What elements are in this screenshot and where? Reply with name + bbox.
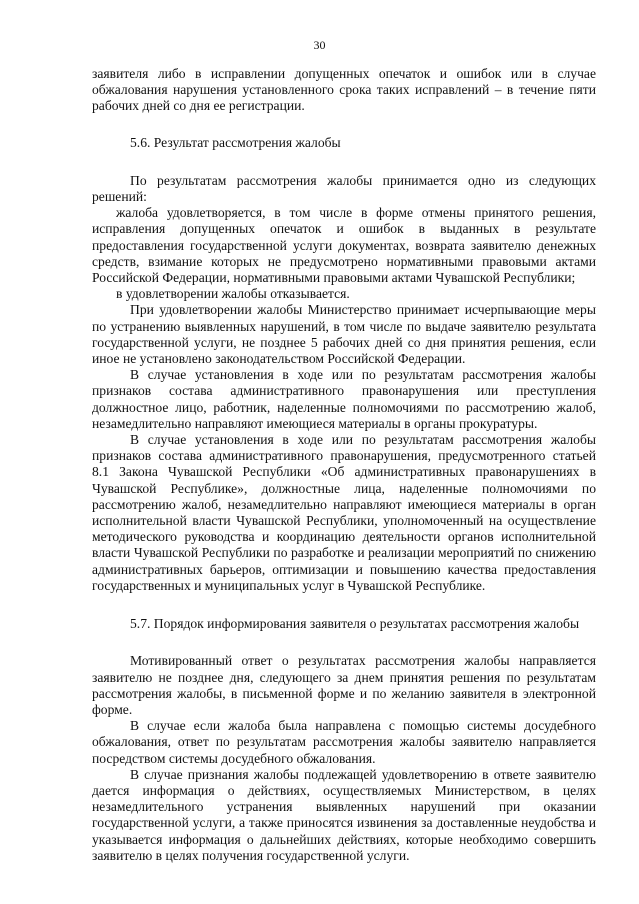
document-body <box>92 66 596 864</box>
page-number: 30 <box>313 38 326 52</box>
paragraph: При удовлетворении жалобы Министерство принимает исчерпывающие меры по устранению выявленных нарушений, в том числе по выдаче заявителю результата государственной услуги, не позднее 5 рабочих дней со дня принятия решения, если иное не установлено законодательством Российской Федерации. <box>92 302 596 367</box>
paragraph: В случае установления в ходе или по результатам рассмотрения жалобы признаков состава административного правонарушения или преступления должностное лицо, работник, наделенные полномочиями по рассмотрению жалоб, незамедлительно направляют имеющиеся материалы в органы прокуратуры. <box>92 367 596 431</box>
paragraph: В случае установления в ходе или по результатам рассмотрения жалобы признаков состава административного правонарушения, предусмотренного статьей 8.1 Закона Чувашской Республики «Об административных правонарушениях в Чувашской Республике», должностные лица, наделенные полномочиями по рассмотрению жалоб, незамедлительно направляют имеющиеся материалы в орган исполнительной власти Чувашской Республики, уполномоченный на осуществление методического руководства и координацию деятельности органов исполнительной власти Чувашской Республики по разработке и реализации мероприятий по снижению административных барьеров, оптимизации и повышению качества предоставления государственных и муниципальных услуг в Чувашской Республике. <box>92 432 596 593</box>
paragraph: В случае если жалоба была направлена с помощью системы досудебного обжалования, ответ по результатам рассмотрения жалобы заявителю направляется посредством системы досудебного обжалования. <box>92 718 596 766</box>
paragraph: По результатам рассмотрения жалобы принимается одно из следующих решений: <box>92 172 596 205</box>
paragraph: В случае признания жалобы подлежащей удовлетворению в ответе заявителю дается информация о действиях, осуществляемых Министерством, в целях незамедлительного устранения выявленных нарушений при оказании государственной услуги, а также приносятся извинения за доставленные неудобства и указывается информация о дальнейших действиях, которые необходимо совершить заявителю в целях получения государственной услуги. <box>92 766 596 863</box>
section-heading-5-6: 5.6. Результат рассмотрения жалобы <box>130 134 341 150</box>
opening-paragraph: заявителя либо в исправлении допущенных опечаток и ошибок или в случае обжалования нарушения установленного срока таких исправлений – в течение пяти рабочих дней со дня ее регистрации. <box>92 66 596 114</box>
paragraph: жалоба удовлетворяется, в том числе в форме отмены принятого решения, исправления допущенных опечаток и ошибок в выданных в результате предоставления государственной услуги документах, возврата заявителю денежных средств, взимание которых не предусмотрено нормативными правовыми актами Российской Федерации, нормативными правовыми актами Чувашской Республики; <box>92 205 596 286</box>
section-heading-5-7: 5.7. Порядок информирования заявителя о результатах рассмотрения жалобы <box>130 616 580 632</box>
paragraph: Мотивированный ответ о результатах рассмотрения жалобы направляется заявителю не позднее дня, следующего за днем принятия решения по результатам рассмотрения жалобы, в письменной форме и по желанию заявителя в электронной форме. <box>92 653 596 717</box>
paragraph: в удовлетворении жалобы отказывается. <box>116 286 350 302</box>
